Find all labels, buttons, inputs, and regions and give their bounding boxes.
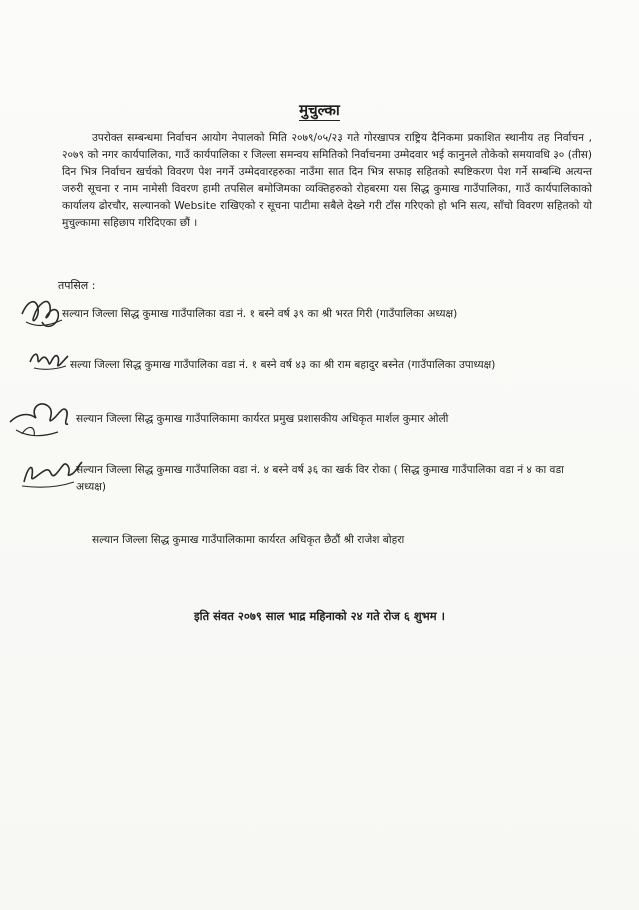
witness-4: सल्यान जिल्ला सिद्ध कुमाख गाउँपालिका वडा नं. ४ बस्ने वर्ष ३६ का खर्क विर रोका ( सिद्ध कुमाख गाउँपालिका वडा नं ४ का वडा अध्यक्ष) [76, 464, 564, 493]
witness-1: सल्यान जिल्ला सिद्ध कुमाख गाउँपालिका वडा नं. १ बस्ने वर्ष ३९ का श्री भरत गिरी (गाउँपालिका अध्यक्ष) [62, 308, 458, 320]
intro-paragraph: उपरोक्त सम्बन्धमा निर्वाचन आयोग नेपालको मिति २०७९/०५/२३ गते गोरखापत्र राष्ट्रिय दैनिकमा प्रकाशित स्थानीय तह निर्वाचन , २०७९ को नगर कार्यपालिका, गाउँ कार्यपालिका र जिल्ला समन्वय समितिको निर्वाचनमा उम्मेदवार भई कानुनले तोकेको समयावधि ३० (तीस) दिन भित्र निर्वाचन खर्चको विवरण पेश नगर्ने उम्मेदवारहरुका नाउँमा सात दिन भित्र सफाइ सहितको स्पष्टिकरण पेश गर्ने सम्बन्धि अत्यन्त जरुरी सूचना र नाम नामेसी विवरण हामी तपसिल बमोजिमका व्यक्तिहरुको रोहबरमा यस सिद्ध कुमाख गाउँपालिका, गाउँ कार्यपालिकाको कार्यालय ढोरचौर, सल्यानको Website राखिएको र सूचना पाटीमा सबैले देख्ने गरी टाँस गरिएको हो भनि सत्य, साँचो विवरण सहितको यो मुचुल्कामा सहिछाप गरिदिएका छौं । [62, 132, 592, 229]
closing-line: इति संवत २०७९ साल भाद्र महिनाको २४ गते रोज ६ शुभम । [193, 609, 446, 623]
tapasil-label: तपसिल : [58, 279, 96, 292]
witness-2: सल्या जिल्ला सिद्ध कुमाख गाउँपालिका वडा नं. १ बस्ने वर्ष ४३ का श्री राम बहादुर बस्नेत (गाउँपालिका उपाध्यक्ष) [70, 359, 496, 371]
title-text: मुचुल्का [299, 101, 340, 119]
signature-2 [28, 344, 70, 374]
signature-4 [20, 452, 84, 492]
signature-3 [6, 396, 78, 442]
signature-1 [18, 292, 68, 336]
witness-5: सल्यान जिल्ला सिद्ध कुमाख गाउँपालिकामा कार्यरत अधिकृत छैठौं श्री राजेश बोहरा [92, 534, 405, 546]
document-title [0, 100, 639, 120]
witness-3: सल्यान जिल्ला सिद्ध कुमाख गाउँपालिकामा कार्यरत प्रमुख प्रशासकीय अधिकृत मार्शल कुमार ओली [76, 413, 449, 425]
